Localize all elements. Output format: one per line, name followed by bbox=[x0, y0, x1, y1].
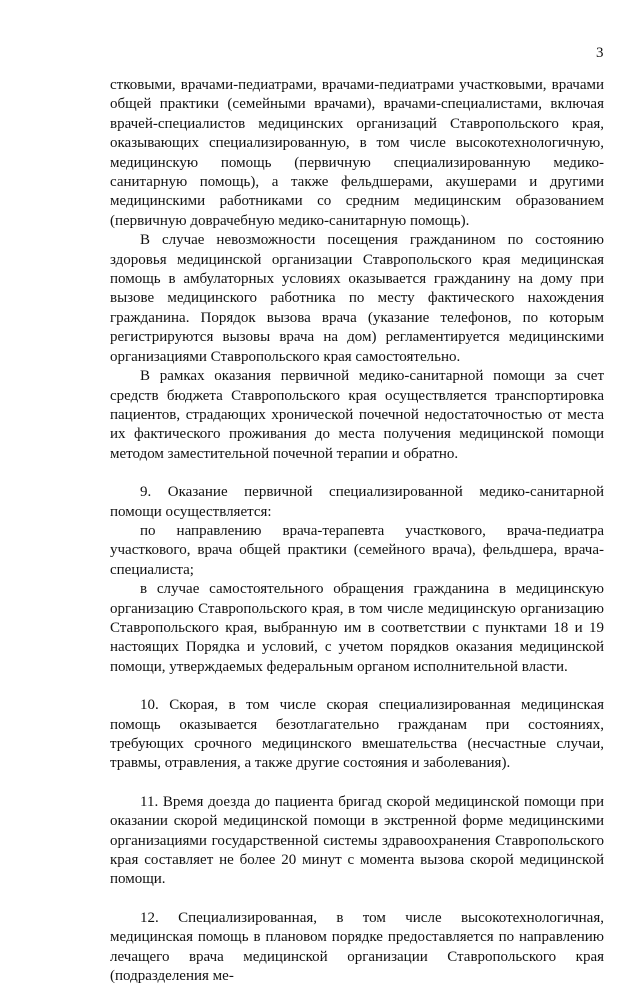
paragraph-home-visit: В случае невозможности посещения гражданином по состоянию здоровья медицинской организации Ставропольского края медицинская помощь в амбулаторных условиях оказывается гражданину на дому при вызове медицинского работника по месту фактического нахождения гражданина. Порядок вызова врача (указание телефонов, по которым регистрируются вызовы врача на дом) регламентируется медицинскими организациями Ставропольского края самостоятельно. bbox=[110, 232, 604, 365]
paragraph-item-9: 9. Оказание первичной специализированной медико-санитарной помощи осуществляется: bbox=[110, 484, 604, 520]
paragraph-dialysis-transport: В рамках оказания первичной медико-санитарной помощи за счет средств бюджета Ставропольского края осуществляется транспортировка пациентов, страдающих хронической почечной недостаточностью от места их фактического проживания до места получения медицинской помощи методом заместительной почечной терапии и обратно. bbox=[110, 368, 604, 462]
paragraph-item-10: 10. Скорая, в том числе скорая специализированная медицинская помощь оказывается безотлагательно гражданам при состояниях, требующих срочного медицинского вмешательства (несчастные случаи, травмы, отравления, а также другие состояния и заболевания). bbox=[110, 697, 604, 772]
document-body bbox=[110, 76, 604, 986]
paragraph-item-9-referral: по направлению врача-терапевта участкового, врача-педиатра участкового, врача общей практики (семейного врача), фельдшера, врача-специалиста; bbox=[110, 522, 604, 578]
page-number: 3 bbox=[596, 45, 604, 61]
paragraph-continuation: стковыми, врачами-педиатрами, врачами-педиатрами участковыми, врачами общей практики (семейными врачами), врачами-специалистами, включая врачей-специалистов медицинских организаций Ставропольского края, оказывающих специализированную, в том числе высокотехнологичную, медицинскую помощь (первичную специализированную медико-санитарную помощь), а также фельдшерами, акушерами и другими медицинскими работниками со средним медицинским образованием (первичную доврачебную медико-санитарную помощь). bbox=[110, 77, 604, 229]
paragraph-item-12: 12. Специализированная, в том числе высокотехнологичная, медицинская помощь в плановом порядке предоставляется по направлению лечащего врача медицинской организации Ставропольского края (подразделения ме- bbox=[110, 909, 604, 985]
paragraph-item-11: 11. Время доезда до пациента бригад скорой медицинской помощи при оказании скорой медицинской помощи в экстренной форме медицинскими организациями государственной системы здравоохранения Ставропольского края составляет не более 20 минут с момента вызова скорой медицинской помощи. bbox=[110, 793, 604, 888]
paragraph-item-9-self-referral: в случае самостоятельного обращения гражданина в медицинскую организацию Ставропольского края, в том числе медицинскую организацию Ставропольского края, выбранную им в соответствии с пунктами 18 и 19 настоящих Порядка и условий, с учетом порядков оказания медицинской помощи, утверждаемых федеральным органом исполнительной власти. bbox=[110, 581, 604, 675]
